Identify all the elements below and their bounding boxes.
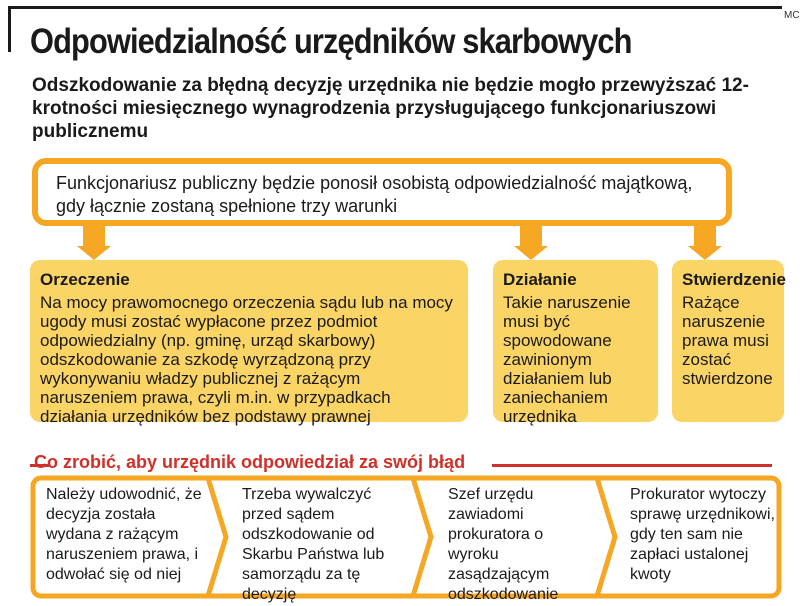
condition-text: Rażące naruszenie prawa musi zostać stwierdzone [682,293,773,388]
step-3: Szef urzędu zawiadomi prokuratora o wyroku zasądzającym odszkodowanie [448,486,559,603]
side-rule [8,6,11,52]
step-2: Trzeba wywalczyć przed sądem odszkodowanie od Skarbu Państwa lub samorządu za tę decyzję [242,486,385,603]
condition-card-stwierdzenie [672,260,784,422]
author-credit: MC [784,10,800,21]
condition-text: Na mocy prawomocnego orzeczenia sądu lub na mocy ugody musi zostać wypłacone przez podmiot odpowiedzialny (np. gminę, urząd skarbowy) odszkodowanie za szkodę wyrządzoną przy wykonywaniu władzy publicznej z rażącym naruszeniem prawa, czyli m.in. w przypadkach działania urzędników bez podstawy prawnej [40,293,453,426]
arrow-dzialanie [514,246,548,260]
connector-stwierdzenie [694,226,716,248]
page-subtitle: Odszkodowanie za błędną decyzję urzędnika nie będzie mogło przewyższać 12-krotności miesięcznego wynagrodzenia przysługującego funkcjonariuszowi publicznemu [32,75,749,142]
section-rule-right [492,464,772,467]
condition-heading: Działanie [503,270,577,289]
connector-orzeczenie [83,226,105,248]
condition-text: Takie naruszenie musi być spowodowane zawinionym działaniem lub zaniechaniem urzędnika [503,293,631,426]
condition-card-orzeczenie [30,260,468,426]
condition-heading: Stwierdzenie [682,270,786,289]
condition-heading: Orzeczenie [40,270,130,289]
arrow-orzeczenie [77,246,111,260]
arrow-stwierdzenie [688,246,722,260]
connector-dzialanie [520,226,542,248]
steps-title: Co zrobić, aby urzędnik odpowiedział za swój błąd [34,452,466,472]
steps-flow [30,475,782,603]
top-rule [8,6,782,9]
step-4: Prokurator wytoczy sprawę urzędnikowi, gdy ten sam nie zapłaci ustalonej kwoty [630,486,775,583]
step-1: Należy udowodnić, że decyzja została wydana z rażącym naruszeniem prawa, i odwołać się od niej [46,486,202,583]
intro-box: Funkcjonariusz publiczny będzie ponosił osobistą odpowiedzialność majątkową, gdy łącznie zostaną spełnione trzy warunki [32,158,732,226]
condition-card-dzialanie [493,260,658,426]
page-title: Odpowiedzialność urzędników skarbowych [30,22,632,61]
